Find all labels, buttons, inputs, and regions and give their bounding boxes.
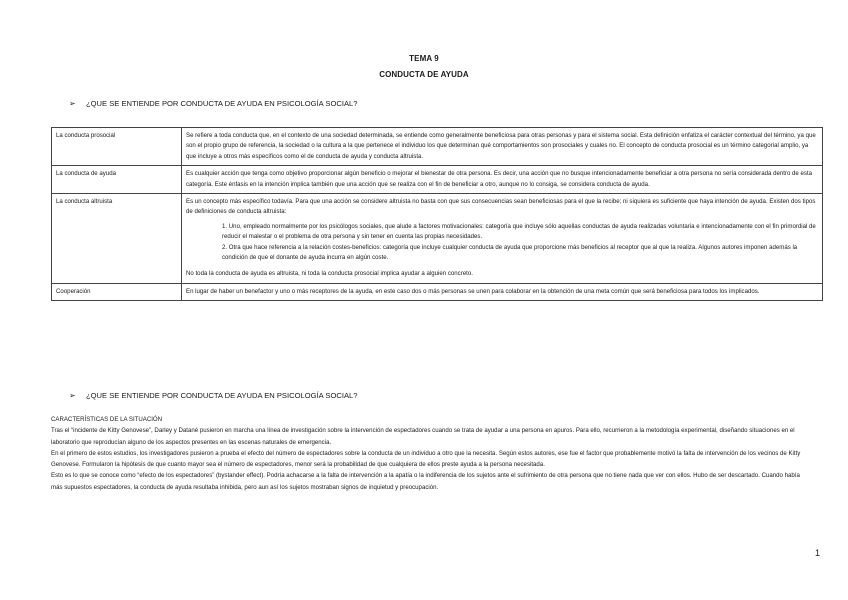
definition-note: No toda la conducta de ayuda es altruista, ni toda la conducta prosocial implica ayudar a alguien concreto.: [186, 270, 473, 278]
table-row: [52, 194, 823, 284]
arrow-bullet-icon: ➢: [69, 391, 76, 400]
table-row: [52, 166, 823, 194]
term-cell: La conducta de ayuda: [52, 166, 182, 194]
term-cell: Cooperación: [52, 283, 182, 300]
document-subtitle: CONDUCTA DE AYUDA: [379, 70, 469, 79]
definition-cell: Se refiere a toda conducta que, en el contexto de una sociedad determinada, se entiende como generalmente beneficiosa para otras personas y para el sistema social. Esta definición enfatiza el carácter contextual del término, ya que son el propio grupo de referencia, la sociedad o la cultura a la que pertenece el individuo los que determinan qué comportamientos son prosociales y cuales no. El concepto de conducta prosocial es un término categorial amplio, ya que incluye a otros más específicos como el de conducta de ayuda y conducta altruista.: [182, 128, 823, 166]
document-title: TEMA 9: [409, 54, 439, 63]
page-number: 1: [815, 548, 821, 558]
definition-cell: En lugar de haber un benefactor y uno o más receptores de la ayuda, en este caso dos o más personas se unen para colaborar en la obtención de una meta común que será beneficiosa para todos los implicados.: [182, 283, 823, 300]
table-row: [52, 128, 823, 166]
section-question-2: [69, 391, 357, 400]
question-text: ¿QUE SE ENTIENDE POR CONDUCTA DE AYUDA EN PSICOLOGÍA SOCIAL?: [86, 391, 358, 400]
paragraph: Esto es lo que se conoce como “efecto de los espectadores” (bystander effect). Podría achacarse a la falta de intervención a la apatía o la indiferencia de los sujetos ante el sufrimiento de otra persona que no tiene nada que ver con ellos. Hubo de ser descartado. Cuando había más supuestos espectadores, la conducta de ayuda resultaba inhibida, pero aun así los sujetos mostraban signos de inquietud y preocupación.: [51, 472, 800, 491]
paragraph: En el primero de estos estudios, los investigadores pusieron a prueba el efecto del número de espectadores sobre la conducta de un individuo a otro que la necesita. Según estos autores, ese fue el factor que probablemente motivó la falta de intervención de los vecinos de Kitty Genovese. Formularon la hipótesis de que cuanto mayor sea el número de espectadores, menor será la probabilidad de que cualquiera de ellos preste ayuda a la persona necesitada.: [51, 449, 801, 469]
section-question-1: [69, 99, 357, 108]
situation-section: [51, 414, 811, 493]
table-row: [52, 283, 823, 300]
definition-list: [186, 222, 818, 264]
definition-intro: Es un concepto más específico todavía. Para que una acción se considere altruista no basta con que sus consecuencias sean beneficiosas para el que la recibe; ni siquiera es suficiente que haya intención de ayuda. Existen dos tipos de definiciones de conducta altruista:: [186, 198, 816, 216]
definitions-table: [51, 127, 823, 301]
section-heading: CARACTERÍSTICAS DE LA SITUACIÓN: [51, 416, 163, 423]
term-cell: La conducta prosocial: [52, 128, 182, 166]
list-item: 1. Uno, empleado normalmente por los psicólogos sociales, que alude a factores motivacionales: categoría que incluye sólo aquellas conductas de ayuda realizadas voluntaria e intencionadamente con el fin primordial de reducir el malestar o el problema de otra persona y sin tener en cuenta las propias necesidades.: [222, 222, 816, 241]
arrow-bullet-icon: ➢: [69, 99, 76, 108]
question-text: ¿QUE SE ENTIENDE POR CONDUCTA DE AYUDA EN PSICOLOGÍA SOCIAL?: [86, 99, 358, 108]
paragraph: Tras el “incidente de Kitty Genovese”, Darley y Datané pusieron en marcha una línea de investigación sobre la intervención de espectadores cuando se trata de ayudar a una persona en apuros. Para ello, recurrieron a la metodología experimental, diseñando situaciones en el laboratorio que reproducían alguno de los aspectos presentes en las escenas naturales de emergencia.: [51, 427, 795, 446]
term-cell: La conducta altruista: [52, 194, 182, 284]
list-item: 2. Otra que hace referencia a la relación costes-beneficios: categoría que incluye cualquier conducta de ayuda que proporcione más beneficios al receptor que al que la realiza. Algunos autores imponen además la condición de que el donante de ayuda incurra en algún coste.: [222, 243, 798, 262]
definition-cell: Es cualquier acción que tenga como objetivo proporcionar algún beneficio o mejorar el bienestar de otra persona. Es decir, una acción que no busque intencionadamente beneficiar a otra persona no sería considerada dentro de esta categoría. Este énfasis en la intención implica también que una acción que se realiza con el fin de beneficiar a otro, aunque no lo consiga, se considera conducta de ayuda.: [182, 166, 823, 194]
definition-cell: [182, 194, 823, 284]
